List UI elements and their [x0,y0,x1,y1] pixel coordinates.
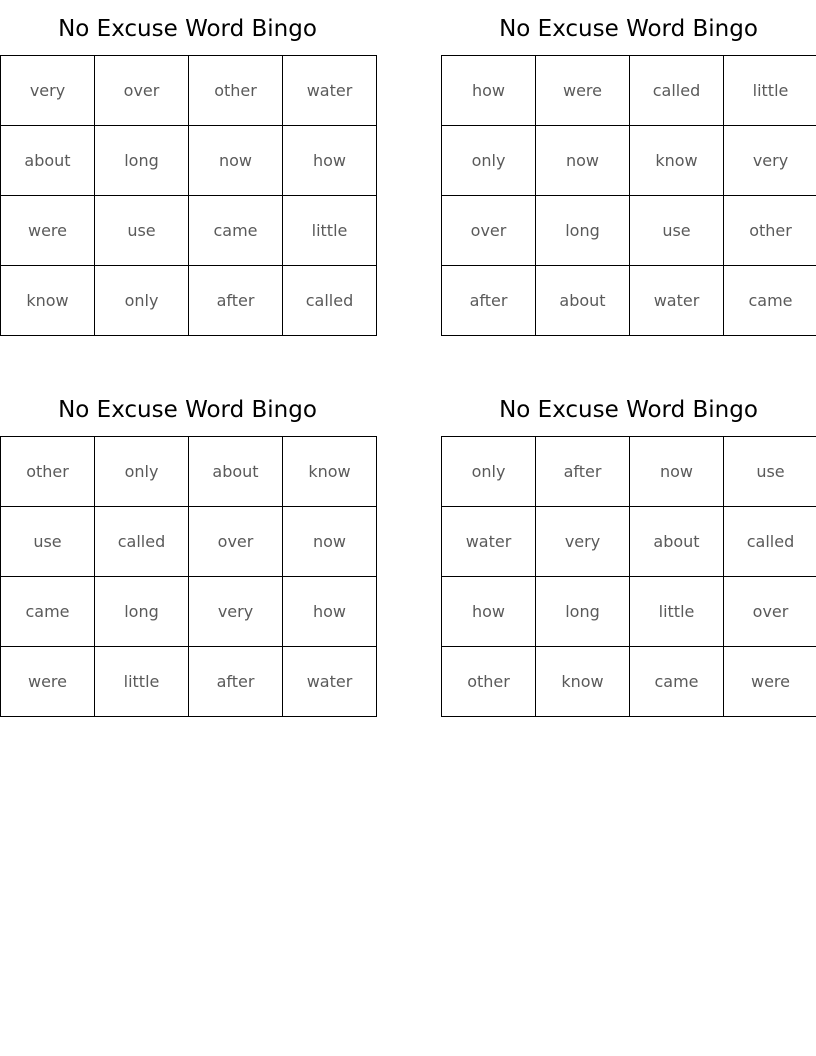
grid-row [1,437,377,507]
bingo-cell: how [442,56,536,126]
bingo-card-4 [441,381,816,717]
grid-row [1,266,377,336]
bingo-cell: long [536,196,630,266]
bingo-cell: called [95,507,189,577]
bingo-cell: little [724,56,816,126]
grid-row [442,507,816,577]
bingo-cell: only [442,437,536,507]
bingo-cell: long [95,126,189,196]
bingo-cell: were [724,647,816,717]
card-title: No Excuse Word Bingo [499,16,758,42]
bingo-card-3 [0,381,375,717]
grid-row [442,126,816,196]
bingo-cell: over [189,507,283,577]
card-title: No Excuse Word Bingo [499,397,758,423]
grid-row [1,126,377,196]
bingo-cell: know [1,266,95,336]
bingo-cell: water [283,56,377,126]
bingo-cell: were [1,196,95,266]
card-title: No Excuse Word Bingo [58,397,317,423]
bingo-grid [441,436,816,717]
bingo-cell: now [630,437,724,507]
card-title: No Excuse Word Bingo [58,16,317,42]
bingo-cell: know [536,647,630,717]
bingo-cell: little [630,577,724,647]
bingo-cell: long [95,577,189,647]
bingo-cell: how [283,126,377,196]
grid-row [442,437,816,507]
bingo-cell: now [189,126,283,196]
bingo-cell: other [442,647,536,717]
bingo-cell: very [189,577,283,647]
bingo-cell: other [1,437,95,507]
bingo-cell: very [536,507,630,577]
bingo-cell: use [95,196,189,266]
bingo-cell: little [283,196,377,266]
bingo-cell: use [630,196,724,266]
grid-row [1,507,377,577]
bingo-card-1 [0,0,375,336]
bingo-cell: over [442,196,536,266]
bingo-cell: now [536,126,630,196]
bingo-cell: know [283,437,377,507]
bingo-cell: water [630,266,724,336]
bingo-cell: were [536,56,630,126]
bingo-cell: after [189,647,283,717]
bingo-cell: over [724,577,816,647]
bingo-cell: little [95,647,189,717]
grid-row [442,196,816,266]
bingo-grid [0,55,377,336]
bingo-cell: about [189,437,283,507]
bingo-cell: about [1,126,95,196]
bingo-cell: how [442,577,536,647]
grid-row [442,56,816,126]
bingo-cell: water [442,507,536,577]
bingo-cell: other [189,56,283,126]
bingo-grid [0,436,377,717]
bingo-cell: water [283,647,377,717]
bingo-card-2 [441,0,816,336]
bingo-cell: use [1,507,95,577]
bingo-cell: other [724,196,816,266]
bingo-cell: only [442,126,536,196]
grid-row [1,647,377,717]
bingo-cell: long [536,577,630,647]
bingo-cell: came [1,577,95,647]
bingo-cell: were [1,647,95,717]
bingo-cell: called [724,507,816,577]
bingo-cell: after [536,437,630,507]
bingo-cell: only [95,266,189,336]
bingo-cell: came [189,196,283,266]
bingo-cell: only [95,437,189,507]
bingo-grid [441,55,816,336]
bingo-cell: came [724,266,816,336]
bingo-cell: called [630,56,724,126]
bingo-cell: now [283,507,377,577]
grid-row [1,56,377,126]
bingo-cell: after [189,266,283,336]
bingo-cell: very [1,56,95,126]
grid-row [442,647,816,717]
bingo-cell: how [283,577,377,647]
bingo-cell: after [442,266,536,336]
grid-row [1,196,377,266]
bingo-cell: know [630,126,724,196]
grid-row [442,577,816,647]
bingo-cell: over [95,56,189,126]
grid-row [442,266,816,336]
bingo-cell: about [630,507,724,577]
bingo-cell: came [630,647,724,717]
grid-row [1,577,377,647]
bingo-cell: called [283,266,377,336]
bingo-cell: very [724,126,816,196]
bingo-cell: use [724,437,816,507]
bingo-cell: about [536,266,630,336]
